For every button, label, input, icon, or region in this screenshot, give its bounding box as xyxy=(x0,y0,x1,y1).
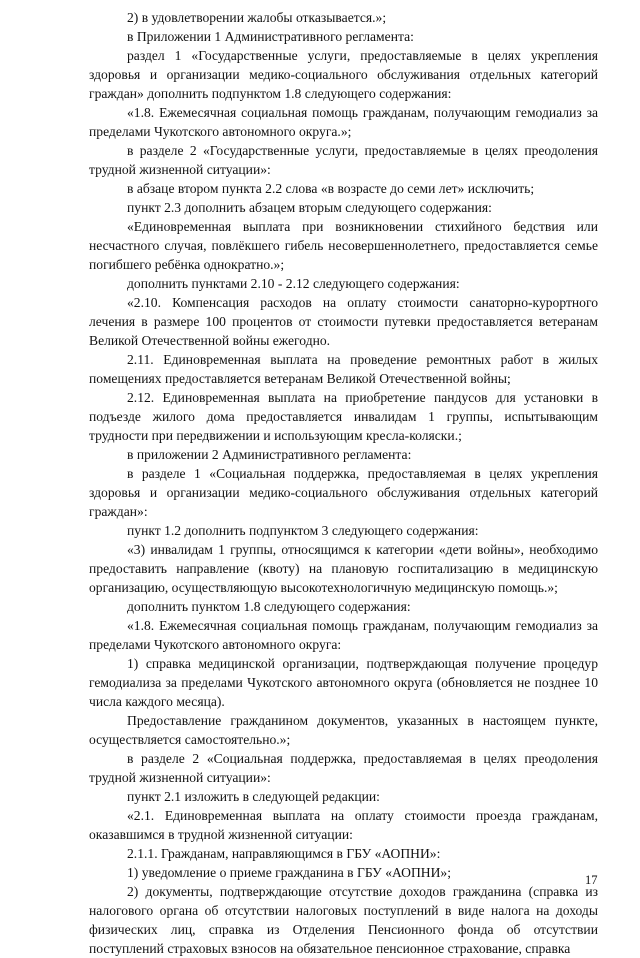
paragraph: пункт 2.3 дополнить абзацем вторым следующего содержания: xyxy=(127,200,492,215)
paragraph: 2) в удовлетворении жалобы отказывается.»; xyxy=(127,10,387,25)
paragraph: «Единовременная выплата при возникновении стихийного бедствия или несчастного случая, повлёкшего гибель несовершеннолетнего, предоставляется семье погибшего ребёнка однократно.»; xyxy=(89,219,598,272)
page-number: 17 xyxy=(585,873,598,887)
paragraph: 1) справка медицинской организации, подтверждающая получение процедур гемодиализа за пределами Чукотского автономного округа (обновляется не позднее 10 числа каждого месяца). xyxy=(89,656,598,709)
paragraph: в Приложении 1 Административного регламента: xyxy=(127,29,414,44)
paragraph: «1.8. Ежемесячная социальная помощь гражданам, получающим гемодиализ за пределами Чукотского автономного округа.»; xyxy=(89,105,598,139)
paragraph: дополнить пунктами 2.10 - 2.12 следующего содержания: xyxy=(127,276,460,291)
paragraph: 2.1.1. Гражданам, направляющимся в ГБУ «АОПНИ»: xyxy=(127,846,441,861)
paragraph: пункт 2.1 изложить в следующей редакции: xyxy=(127,789,380,804)
paragraph: пункт 1.2 дополнить подпунктом 3 следующего содержания: xyxy=(127,523,479,538)
paragraph: 2.12. Единовременная выплата на приобретение пандусов для установки в подъезде жилого дома предоставляется инвалидам 1 группы, испытывающим трудности при передвижении и использующим кресла-коляски.; xyxy=(89,390,598,443)
paragraph: 2) документы, подтверждающие отсутствие доходов гражданина (справка из налогового органа об отсутствии налоговых поступлений в виде налога на доходы физических лиц, справка из Отделения Пенсионного фонда об отсутствии поступлений страховых взносов на обязательное пенсионное страхование, справка xyxy=(89,884,598,956)
paragraph: «2.10. Компенсация расходов на оплату стоимости санаторно-курортного лечения в размере 100 процентов от стоимости путевки предоставляется ветеранам Великой Отечественной войны ежегодно. xyxy=(89,295,598,348)
paragraph: Предоставление гражданином документов, указанных в настоящем пункте, осуществляется самостоятельно.»; xyxy=(89,713,598,747)
paragraph: «1.8. Ежемесячная социальная помощь гражданам, получающим гемодиализ за пределами Чукотского автономного округа: xyxy=(89,618,598,652)
paragraph: «2.1. Единовременная выплата на оплату стоимости проезда гражданам, оказавшимся в трудной жизненной ситуации: xyxy=(89,808,598,842)
paragraph: 2.11. Единовременная выплата на проведение ремонтных работ в жилых помещениях предоставляется ветеранам Великой Отечественной войны; xyxy=(89,352,598,386)
paragraph: «3) инвалидам 1 группы, относящимся к категории «дети войны», необходимо предоставить направление (квоту) на плановую госпитализацию в медицинскую организацию, осуществляющую высокотехнологичную медицинскую помощь.»; xyxy=(89,542,598,595)
paragraph: раздел 1 «Государственные услуги, предоставляемые в целях укрепления здоровья и организации медико-социального обслуживания отдельных категорий граждан» дополнить подпунктом 1.8 следующего содержания: xyxy=(89,48,598,101)
paragraph: 1) уведомление о приеме гражданина в ГБУ «АОПНИ»; xyxy=(127,865,451,880)
paragraph: в абзаце втором пункта 2.2 слова «в возрасте до семи лет» исключить; xyxy=(127,181,535,196)
paragraph: дополнить пунктом 1.8 следующего содержания: xyxy=(127,599,411,614)
paragraph: в разделе 2 «Социальная поддержка, предоставляемая в целях преодоления трудной жизненной ситуации»: xyxy=(89,751,598,785)
paragraph: в приложении 2 Административного регламента: xyxy=(127,447,412,462)
paragraph: в разделе 1 «Социальная поддержка, предоставляемая в целях укрепления здоровья и организации медико-социального обслуживания отдельных категорий граждан»: xyxy=(89,466,598,519)
document-body xyxy=(89,8,598,958)
paragraph: в разделе 2 «Государственные услуги, предоставляемые в целях преодоления трудной жизненной ситуации»: xyxy=(89,143,598,177)
